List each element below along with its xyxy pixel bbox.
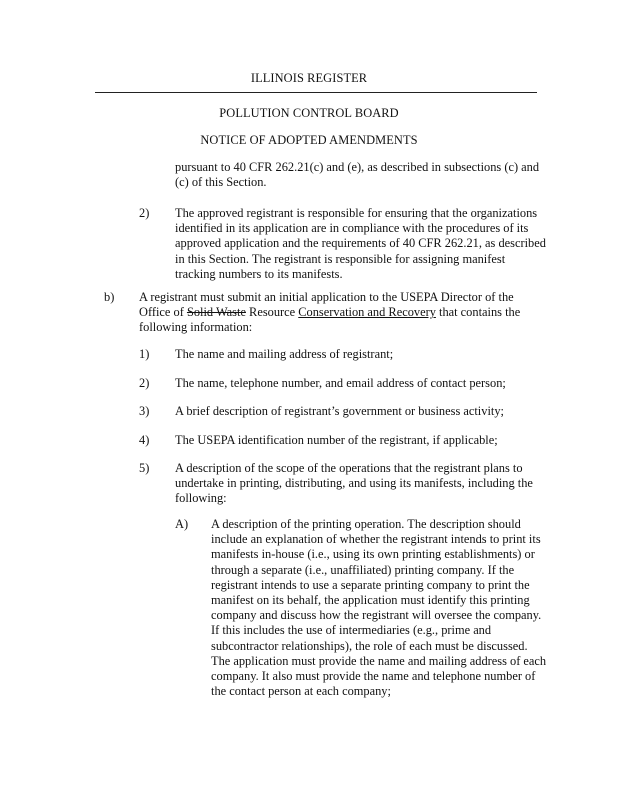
section-b-label: b): [104, 290, 115, 304]
item-2-label: 2): [139, 206, 150, 220]
item-5-label: 5): [139, 461, 150, 475]
subitem-a-text: A description of the printing operation. The description should include an explanation of whether the registrant intends to print its manifests in-house (i.e., using its own printing establishments) or through a separate (i.e., unaffiliated) printing company. If the registrant intends to use a separate printing company to print the manifest on its behalf, the application must identify this printing company and discuss how the registrant will oversee the company. If this includes the use of intermediaries (e.g., prime and subcontractor relationships), the role of each must be discussed. The application must provide the name and mailing address of each company. It also must provide the name and telephone number of the contact person at each company;: [211, 517, 547, 699]
inserted-text: Conservation and Recovery: [298, 305, 436, 320]
item-3-label: 3): [139, 404, 150, 418]
item-4-text: The USEPA identification number of the registrant, if applicable;: [175, 433, 498, 447]
item-4-label: 4): [139, 433, 150, 447]
section-b-text-3: that contains the following information:: [139, 305, 521, 335]
notice-title: NOTICE OF ADOPTED AMENDMENTS: [200, 133, 418, 147]
register-title: ILLINOIS REGISTER: [250, 71, 368, 85]
item-1-text: The name and mailing address of registrant;: [175, 347, 394, 361]
header-rule: [95, 92, 537, 93]
item-2b-label: 2): [139, 376, 150, 390]
continued-text: pursuant to 40 CFR 262.21(c) and (e), as described in subsections (c) and (c) of this Section.: [175, 160, 540, 190]
subitem-a-label: A): [175, 517, 189, 531]
item-1-label: 1): [139, 347, 150, 361]
item-3-text: A brief description of registrant’s government or business activity;: [175, 404, 504, 418]
item-2b-text: The name, telephone number, and email address of contact person;: [175, 376, 506, 390]
section-b-text: [139, 290, 547, 336]
deleted-text: Solid Waste: [186, 305, 246, 320]
board-title: POLLUTION CONTROL BOARD: [219, 106, 399, 120]
item-5-text: A description of the scope of the operations that the registrant plans to undertake in printing, distributing, and using its manifests, including the following:: [175, 461, 533, 506]
section-b-text-2: Resource: [245, 305, 299, 320]
section-b-text-1: A registrant must submit an initial application to the USEPA Director of the Office of: [139, 290, 514, 320]
item-2-text: The approved registrant is responsible for ensuring that the organizations identified in its application are in compliance with the procedures of its approved application and the requirements of 40 CFR 262.21, as described in this Section. The registrant is responsible for assigning manifest tracking numbers to its manifests.: [175, 206, 546, 281]
